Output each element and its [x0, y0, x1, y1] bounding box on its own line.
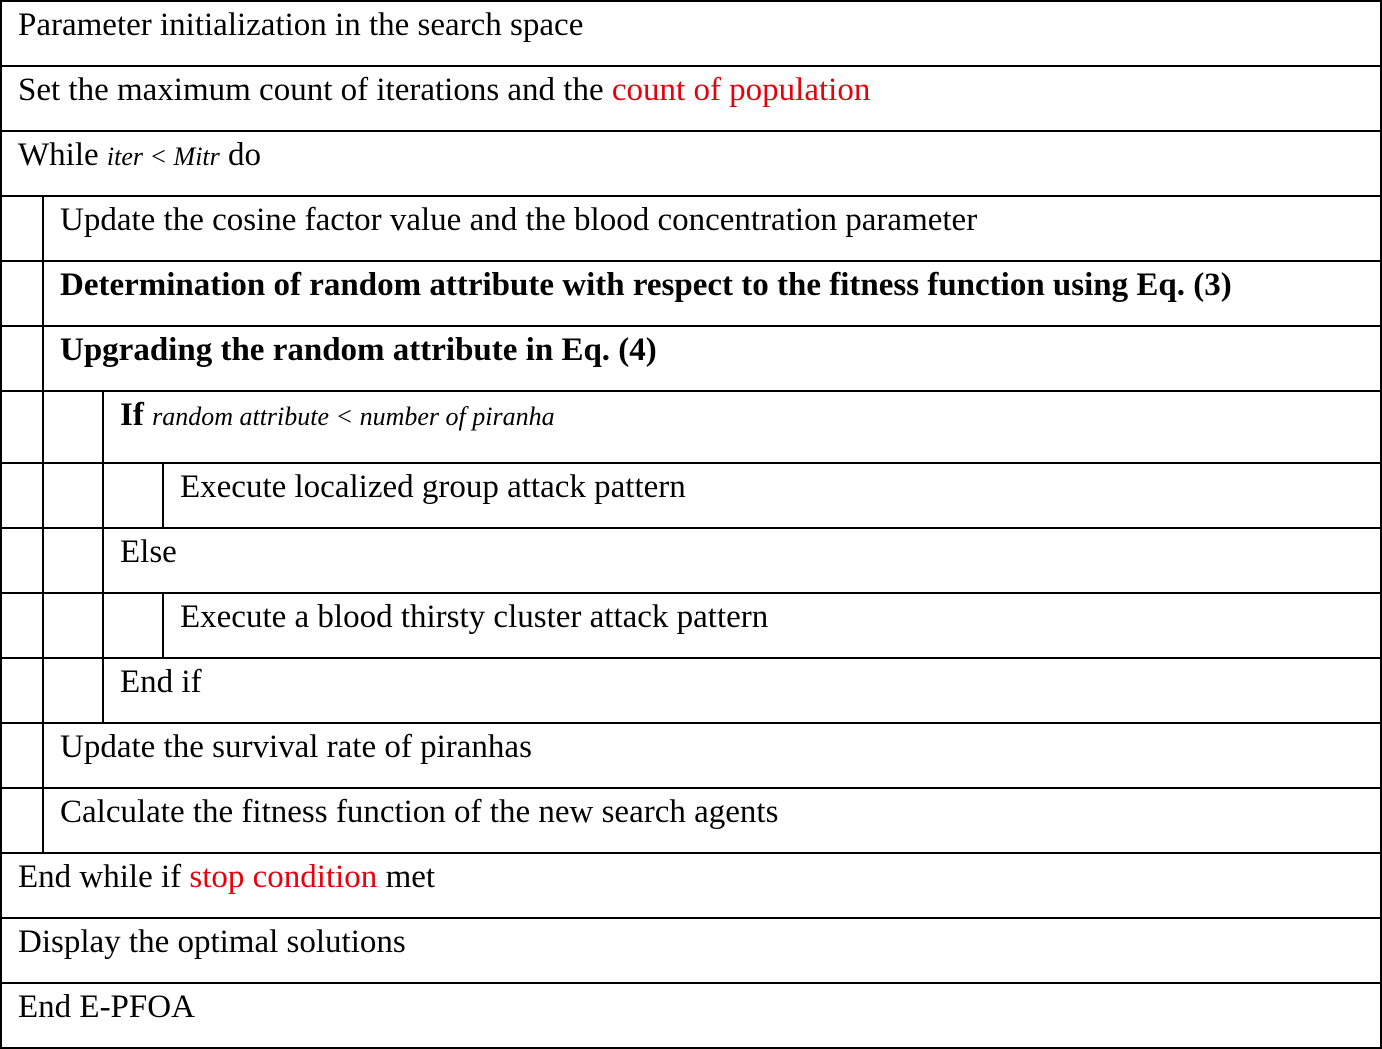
row-determination-random-attribute	[60, 266, 1232, 304]
else-keyword: Else	[120, 534, 177, 570]
while-keyword: While	[18, 137, 107, 173]
row-localized-attack	[180, 468, 686, 506]
if-condition: random attribute < number of piranha	[152, 402, 555, 431]
row-determination-text: Determination of random attribute with respect to the fitness function using Eq. (3)	[60, 267, 1232, 303]
row-calculate-fitness	[60, 793, 778, 831]
row-else	[120, 533, 177, 571]
row-end-if	[120, 663, 202, 701]
highlight-stop-condition: stop condition	[189, 859, 378, 895]
row-blood-thirsty-text: Execute a blood thirsty cluster attack pattern	[180, 599, 769, 635]
row-upgrading-random-attribute	[60, 331, 657, 369]
row-display-optimal	[18, 923, 406, 961]
row-end-algorithm-text: End E-PFOA	[18, 989, 195, 1025]
end-while-text: End while if	[18, 859, 190, 895]
row-while	[18, 136, 261, 176]
row-param-init	[18, 6, 583, 44]
row-localized-attack-text: Execute localized group attack pattern	[180, 469, 686, 505]
row-update-cosine	[60, 201, 977, 239]
row-set-max-iterations-text: Set the maximum count of iterations and the	[18, 72, 612, 108]
row-calculate-fitness-text: Calculate the fitness function of the new search agents	[60, 794, 779, 830]
row-param-init-text: Parameter initialization in the search space	[18, 7, 584, 43]
row-set-max-iterations	[18, 71, 870, 109]
row-update-cosine-text: Update the cosine factor value and the blood concentration parameter	[60, 202, 978, 238]
row-end-while	[18, 858, 435, 896]
while-do: do	[219, 137, 262, 173]
row-blood-thirsty-attack	[180, 598, 768, 636]
end-while-met: met	[377, 859, 436, 895]
row-update-survival	[60, 728, 532, 766]
while-condition: iter < Mitr	[106, 142, 220, 171]
end-if-keyword: End if	[120, 664, 202, 700]
if-keyword: If	[120, 397, 144, 433]
row-end-algorithm	[18, 988, 195, 1026]
row-update-survival-text: Update the survival rate of piranhas	[60, 729, 532, 765]
row-upgrading-text: Upgrading the random attribute in Eq. (4)	[60, 332, 657, 368]
highlight-count-of-population: count of population	[611, 72, 871, 108]
row-if	[120, 396, 555, 436]
row-display-optimal-text: Display the optimal solutions	[18, 924, 406, 960]
